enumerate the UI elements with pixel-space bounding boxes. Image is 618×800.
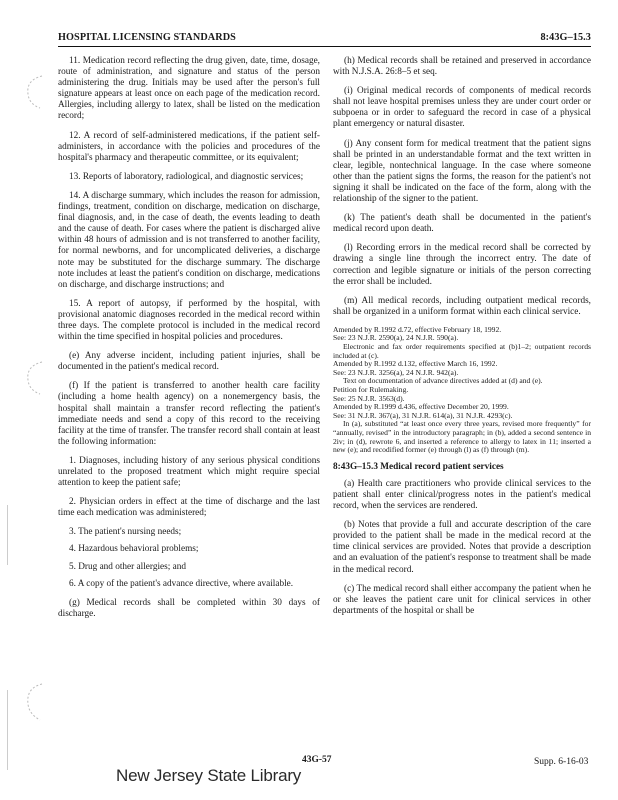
margin-line-mark [7,505,8,565]
history-line: See: 25 N.J.R. 3563(d). [333,393,405,403]
history-line: Amended by R.1992 d.72, effective February 18, 1992. [333,324,502,334]
paragraph: (f) If the patient is transferred to another health care facility (including a home health agency) on a nonemergency basis, the hospital shall maintain a transfer record reflecting the patient's immediate needs and send a copy of this record to the receiving facility at the time of transfer. The transfer record shall contain at least the following information: [58,381,320,447]
header-section-number: 8:43G–15.3 [540,32,591,43]
paragraph: (h) Medical records shall be retained and preserved in accordance with N.J.S.A. 26:8–5 et seq. [333,56,591,78]
paragraph: 11. Medication record reflecting the drug given, date, time, dosage, route of administration, and signature and status of the person administering the drug. Initials may be used after the person's full signature appears at least once on each page of the medication record. Allergies, including allergy to latex, shall be listed on the medication record; [58,56,320,122]
right-column [333,56,591,625]
history-line: Amended by R.1992 d.132, effective March 16, 1992. [333,359,498,369]
binder-hole-mark-bottom [20,680,46,724]
paragraph: 14. A discharge summary, which includes the reason for admission, findings, treatment, condition on discharge, medication on discharge, final diagnosis, and, in the case of death, the events leading to death and the cause of death. For cases where the patient is discharged alive within 48 hours of admission and is not transferred to another facility, for normal newborns, and for uncomplicated deliveries, a discharge note may be substituted for the discharge summary. The discharge note includes at least the patient's condition on discharge, medications on discharge, and discharge instructions; and [58,190,320,290]
paragraph: (l) Recording errors in the medical record shall be corrected by drawing a single line through the incorrect entry. The date of correction and legible signature or initials of the person correcting the error shall be included. [333,243,591,287]
section-title: 8:43G–15.3 Medical record patient services [333,461,504,472]
paragraph: (b) Notes that provide a full and accurate description of the care provided to the patient shall be made in the medical record at the time clinical services are provided. Notes that provide a description and an evaluation of the patient's response to treatment shall be made in the medical record. [333,520,591,575]
list-item: 1. Diagnoses, including history of any serious physical conditions unrelated to the proposed treatment which might require special attention to keep the patient safe; [58,455,320,489]
binder-hole-mark-middle [20,358,46,398]
paragraph: 13. Reports of laboratory, radiological, and diagnostic services; [69,171,304,182]
left-column [58,56,320,628]
paragraph: (c) The medical record shall either accompany the patient when he or she leaves the patient care unit for clinical services in other departments of the hospital or shall be [333,583,591,616]
supplement-date: Supp. 6-16-03 [534,757,589,767]
running-header [58,30,591,47]
list-item: 3. The patient's nursing needs; [69,527,182,538]
paragraph: (j) Any consent form for medical treatment that the patient signs shall be printed in an understandable format and the text written in clear, legible, nontechnical language. In the case where someone other than the patient signs the forms, the reason for the patient's not signing it shall be indicated on the face of the form, along with the relationship of the signer to the patient. [333,138,591,205]
paragraph: (i) Original medical records of components of medical records shall not leave hospital premises unless they are under court order or subpoena or in order to safeguard the record in case of a physical plant emergency or natural disaster. [333,86,591,130]
page-footer [0,755,618,795]
paragraph: 15. A report of autopsy, if performed by the hospital, with provisional anatomic diagnoses recorded in the medical record within three days. The complete protocol is included in the medical record within the time specified in hospital policies and procedures. [58,298,320,343]
paragraph: (k) The patient's death shall be documented in the patient's medical record upon death. [333,213,591,235]
list-item: 5. Drug and other allergies; and [69,561,186,572]
history-line: Petition for Rulemaking. [333,385,409,395]
history-line: See: 23 N.J.R. 2590(a), 24 N.J.R. 590(a). [333,333,459,343]
paragraph: (m) All medical records, including outpatient medical records, shall be organized in a uniform format within each clinical service. [333,295,591,317]
list-item: 2. Physician orders in effect at the time of discharge and the last time each medication was administered; [58,497,320,519]
paragraph: 12. A record of self-administered medications, if the patient self-administers, in accordance with the policies and procedures of the hospital's pharmacy and therapeutic committee, or its equivalent; [58,130,320,163]
list-item: 6. A copy of the patient's advance directive, where available. [69,578,294,589]
list-item: 4. Hazardous behavioral problems; [69,544,199,555]
history-notes [333,326,591,455]
history-line: Amended by R.1999 d.436, effective December 20, 1999. [333,402,509,412]
header-title: HOSPITAL LICENSING STANDARDS [58,32,236,43]
history-line: Electronic and fax order requirements specified at (b)1–2; outpatient records included at (c). [333,342,591,360]
history-line: See: 23 N.J.R. 3256(a), 24 N.J.R. 942(a). [333,367,459,377]
paragraph: (g) Medical records shall be completed within 30 days of discharge. [58,597,320,619]
page-number: 43G-57 [302,755,332,765]
paragraph: (a) Health care practitioners who provide clinical services to the patient shall enter clinical/progress notes in the patient's medical record, when the services are rendered. [333,478,591,512]
history-line: See: 31 N.J.R. 367(a), 31 N.J.R. 614(a), 31 N.J.R. 4293(c). [333,410,513,420]
library-stamp: New Jersey State Library [116,766,302,785]
history-line: In (a), substituted “at least once every three years, revised more frequently” for “annually, revised” in the introductory paragraph; in (b), added a second sentence in 2iv; in (d), rewrote 6, and inserted a reference to allergy to latex in 11; inserted a new (e); and recodified former (e) through (l) as (f) through (m). [333,419,591,455]
binder-hole-mark-top [20,72,46,112]
history-line: Text on documentation of advance directives added at (d) and (e). [343,376,543,386]
paragraph: (e) Any adverse incident, including patient injuries, shall be documented in the patient's medical record. [58,351,320,373]
